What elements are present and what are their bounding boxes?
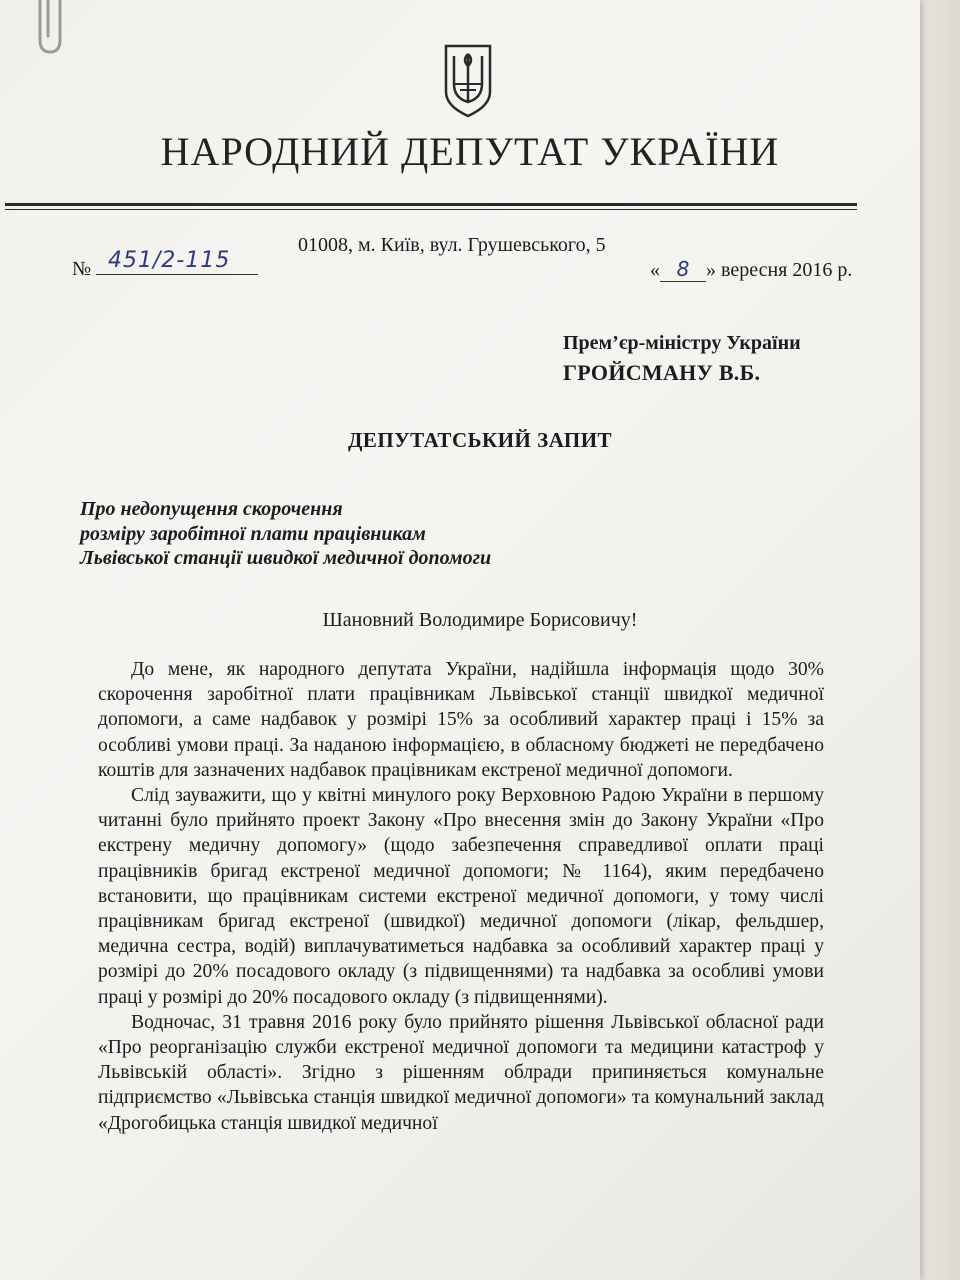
greeting: Шановний Володимире Борисовичу! xyxy=(322,609,638,631)
addressee-position: Прем’єр-міністру України xyxy=(563,332,801,354)
header-rule-thin xyxy=(5,209,857,210)
body-paragraph: До мене, як народного депутата України, надійшла інформація щодо 30% скорочення заробітної плати працівникам Львівської станції швидкої медичної допомоги, а саме надбавок у розмірі 15% за особливий характер праці і 15% за особливі умови праці. За наданою інформацією, в обласному бюджеті не передбачено коштів для зазначених надбавок працівникам екстреної медичної допомоги. xyxy=(98,659,824,781)
body-paragraph: Слід зауважити, що у квітні минулого року Верховною Радою України в першому читанні було прийнято проект Закону «Про внесення змін до Закону України «Про екстрену медичну допомогу» (щодо забезпечення справедливої оплати праці працівників бригад екстреної медичної допомоги; № 1164), яким передбачено встановити, що працівникам системи екстреної медичної допомоги, у тому числі працівникам бригад екстреної (швидкої) медичної допомоги (лікар, фельдшер, медична сестра, водій) виплачуватиметься надбавка за особливий характер праці у розмірі до 20% посадового окладу (з підвищеннями) та надбавка за особливі умови праці у розмірі до 20% посадового окладу (з підвищеннями). xyxy=(98,785,824,1008)
subject-line: розміру заробітної плати працівникам xyxy=(80,522,426,545)
organization-title: НАРОДНИЙ ДЕПУТАТ УКРАЇНИ xyxy=(160,129,780,174)
subject-line: Про недопущення скорочення xyxy=(80,498,343,520)
date-month-year: » вересня 2016 р. xyxy=(706,259,853,281)
document-subject xyxy=(80,497,491,571)
registration-number: 451/2-115 xyxy=(96,248,258,275)
subject-line: Львівської станції швидкої медичної допомоги xyxy=(80,547,492,569)
registration-label: № xyxy=(72,258,92,280)
document-date xyxy=(650,257,852,282)
date-day: 8 xyxy=(660,257,706,282)
sender-address: 01008, м. Київ, вул. Грушевського, 5 xyxy=(298,234,606,256)
document-title: ДЕПУТАТСЬКИЙ ЗАПИТ xyxy=(347,428,613,452)
body-paragraph: Водночас, 31 травня 2016 року було прийнято рішення Львівської обласної ради «Про реорганізацію служби екстреної медичної допомоги та медицини катастроф у Львівській області». Згідно з рішенням облради припиняється комунальне підприємство «Львівська станція швидкої медичної допомоги» та комунальний заклад «Дрогобицька станція швидкої медичної xyxy=(98,1011,824,1134)
trident-emblem-icon xyxy=(438,40,498,120)
addressee-block xyxy=(563,328,801,388)
document-body xyxy=(98,657,824,1136)
header-rule-thick xyxy=(5,203,857,206)
paper-clip-icon xyxy=(30,0,66,56)
date-open-quote: « xyxy=(650,259,660,281)
addressee-name: ГРОЙСМАНУ В.Б. xyxy=(563,360,761,385)
